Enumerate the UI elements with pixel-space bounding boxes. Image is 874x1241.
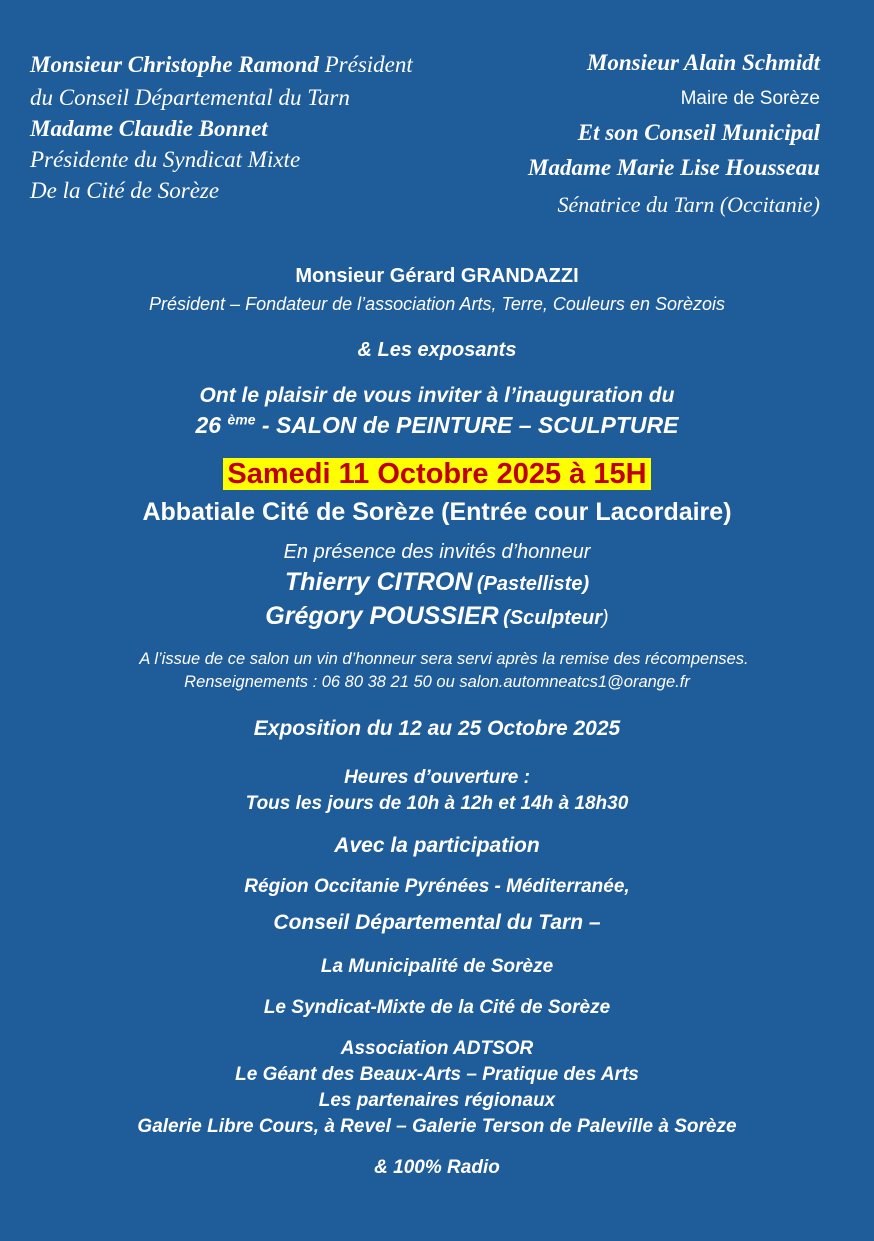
header-right-line4: Madame Marie Lise Housseau bbox=[528, 155, 820, 180]
participant-item: Région Occitanie Pyrénées - Méditerranée, bbox=[244, 876, 630, 897]
header-left-line1 bbox=[30, 52, 413, 78]
header-right-line3: Et son Conseil Municipal bbox=[577, 120, 820, 145]
exposition-dates: Exposition du 12 au 25 Octobre 2025 bbox=[253, 717, 621, 740]
participant-item: Le Géant des Beaux-Arts – Pratique des Arts bbox=[235, 1064, 639, 1085]
participant-item: La Municipalité de Sorèze bbox=[320, 956, 554, 977]
guests-intro: En présence des invités d’honneur bbox=[283, 541, 591, 563]
guest1 bbox=[0, 568, 874, 597]
participation-title: Avec la participation bbox=[334, 834, 540, 857]
participant-item: Association ADTSOR bbox=[340, 1038, 534, 1059]
invitation-salon bbox=[0, 412, 874, 439]
event-location: Abbatiale Cité de Sorèze (Entrée cour Lacordaire) bbox=[142, 498, 732, 526]
header-right-line5: Sénatrice du Tarn (Occitanie) bbox=[557, 192, 820, 217]
founder-title: Président – Fondateur de l’association Arts, Terre, Couleurs en Sorèzois bbox=[149, 294, 725, 314]
header-left-line4: Présidente du Syndicat Mixte bbox=[30, 147, 301, 172]
guest2 bbox=[0, 602, 874, 631]
participant-item: Le Syndicat-Mixte de la Cité de Sorèze bbox=[263, 997, 611, 1018]
header-left-line5: De la Cité de Sorèze bbox=[30, 178, 220, 203]
exhibitors: & Les exposants bbox=[357, 339, 517, 361]
invitation-line1: Ont le plaisir de vous inviter à l’inauguration du bbox=[199, 384, 675, 407]
guest2-name: Grégory POUSSIER bbox=[265, 602, 499, 630]
participant-item: & 100% Radio bbox=[374, 1157, 500, 1178]
participant-item: Les partenaires régionaux bbox=[318, 1090, 556, 1111]
event-date-row bbox=[0, 458, 874, 491]
salon-title: - SALON de PEINTURE – SCULPTURE bbox=[261, 412, 679, 438]
president-name: Monsieur Christophe Ramond bbox=[30, 52, 319, 77]
participant-item: Galerie Libre Cours, à Revel – Galerie Terson de Paleville à Sorèze bbox=[137, 1116, 737, 1137]
hours-title: Heures d’ouverture : bbox=[344, 767, 530, 788]
info-line2: Renseignements : 06 80 38 21 50 ou salon.automneatcs1@orange.fr bbox=[184, 673, 690, 691]
founder-name: Monsieur Gérard GRANDAZZI bbox=[295, 265, 579, 287]
participant-item: Conseil Départemental du Tarn – bbox=[273, 911, 601, 934]
header-left-line3: Madame Claudie Bonnet bbox=[30, 116, 268, 141]
edition-superscript: ème bbox=[227, 411, 256, 428]
hours-detail: Tous les jours de 10h à 12h et 14h à 18h30 bbox=[245, 793, 629, 814]
edition-number: 26 bbox=[195, 412, 222, 438]
header-left-line2: du Conseil Départemental du Tarn bbox=[30, 85, 350, 110]
header-right-line1: Monsieur Alain Schmidt bbox=[586, 50, 820, 75]
event-date: Samedi 11 Octobre 2025 à 15H bbox=[223, 458, 650, 490]
header-right-line2: Maire de Sorèze bbox=[680, 88, 820, 109]
guest2-close: ) bbox=[602, 607, 609, 629]
guest2-role: (Sculpteur bbox=[503, 607, 603, 629]
info-line1: A l’issue de ce salon un vin d’honneur sera servi après la remise des récompenses. bbox=[139, 650, 749, 668]
guest1-name: Thierry CITRON bbox=[284, 568, 473, 596]
president-title: Président bbox=[324, 52, 413, 77]
guest1-role: (Pastelliste) bbox=[476, 573, 590, 595]
